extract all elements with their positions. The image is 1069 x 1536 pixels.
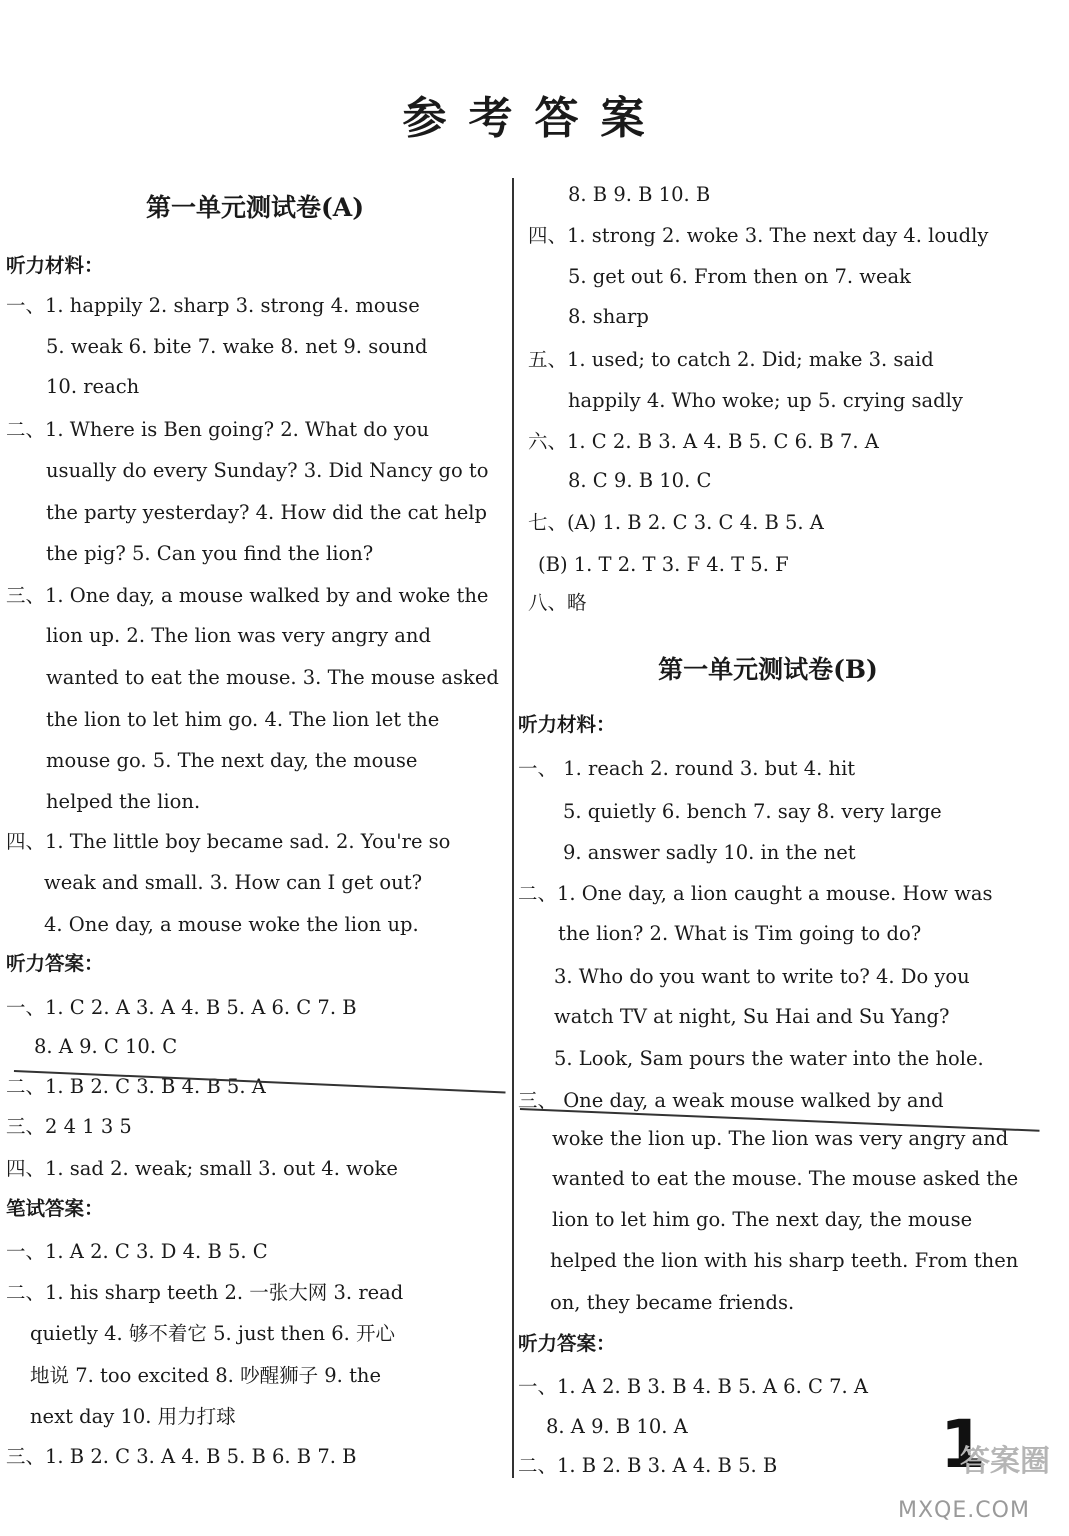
answer-line: 一、1. C 2. A 3. A 4. B 5. A 6. C 7. B: [6, 996, 357, 1019]
page-title: 参考答案: [402, 93, 667, 144]
answer-line: lion up. 2. The lion was very angry and: [46, 624, 431, 647]
answer-line: 二、1. his sharp teeth 2. 一张大网 3. read: [6, 1281, 404, 1304]
answer-line: 10. reach: [46, 375, 140, 398]
answer-line: 听力答案：: [518, 1332, 616, 1355]
answer-line: 听力材料：: [6, 254, 104, 277]
answer-line: 5. Look, Sam pours the water into the hole.: [554, 1047, 984, 1070]
answer-line: 一、1. A 2. B 3. B 4. B 5. A 6. C 7. A: [518, 1375, 868, 1398]
answer-line: 三、2 4 1 3 5: [6, 1115, 132, 1138]
section-heading-b: 第一单元测试卷(B): [658, 655, 878, 684]
answer-line: 四、1. strong 2. woke 3. The next day 4. loudly: [528, 224, 989, 247]
answer-line: helped the lion.: [46, 790, 201, 813]
answer-line: the lion to let him go. 4. The lion let the: [46, 708, 440, 731]
answer-line: wanted to eat the mouse. The mouse asked the: [552, 1167, 1019, 1190]
answer-line: 三、1. B 2. C 3. A 4. B 5. B 6. B 7. B: [6, 1445, 357, 1468]
section-heading-a: 第一单元测试卷(A): [145, 193, 365, 222]
answer-line: 8. C 9. B 10. C: [568, 469, 712, 492]
answer-line: next day 10. 用力打球: [30, 1405, 236, 1428]
answer-line: quietly 4. 够不着它 5. just then 6. 开心: [30, 1322, 396, 1345]
answer-line: lion to let him go. The next day, the mouse: [552, 1208, 973, 1231]
answer-line: usually do every Sunday? 3. Did Nancy go to: [46, 459, 489, 482]
answer-line: 二、1. B 2. C 3. B 4. B 5. A: [6, 1075, 266, 1098]
answer-line: 一、1. A 2. C 3. D 4. B 5. C: [6, 1240, 268, 1263]
answer-line: 一、1. happily 2. sharp 3. strong 4. mouse: [6, 294, 420, 317]
answer-line: the party yesterday? 4. How did the cat help: [46, 501, 488, 524]
answer-line: the pig? 5. Can you find the lion?: [46, 542, 374, 565]
answer-line: helped the lion with his sharp teeth. From then: [550, 1249, 1019, 1272]
answer-line: 五、1. used; to catch 2. Did; make 3. said: [528, 348, 934, 371]
page-number: 1: [940, 1406, 986, 1483]
answer-line: 5. get out 6. From then on 7. weak: [568, 265, 911, 288]
answer-line: 笔试答案：: [6, 1197, 104, 1220]
answer-line: 三、 One day, a weak mouse walked by and: [518, 1089, 944, 1112]
watermark-logo: 答案圈: [960, 1444, 1050, 1479]
answer-line: 四、1. sad 2. weak; small 3. out 4. woke: [6, 1157, 398, 1180]
answer-line: the lion? 2. What is Tim going to do?: [558, 922, 922, 945]
answer-line: 三、1. One day, a mouse walked by and woke the: [6, 584, 489, 607]
answer-line: 5. quietly 6. bench 7. say 8. very large: [563, 800, 942, 823]
answer-line: 二、1. Where is Ben going? 2. What do you: [6, 418, 430, 441]
answer-line: weak and small. 3. How can I get out?: [44, 871, 423, 894]
answer-line: 二、1. B 2. B 3. A 4. B 5. B: [518, 1454, 778, 1477]
answer-line: 8. sharp: [568, 305, 649, 328]
answer-line: 5. weak 6. bite 7. wake 8. net 9. sound: [46, 335, 428, 358]
answer-line: 八、略: [528, 591, 587, 614]
answer-line: happily 4. Who woke; up 5. crying sadly: [568, 389, 963, 412]
answer-line: (B) 1. T 2. T 3. F 4. T 5. F: [538, 553, 789, 576]
watermark-site: MXQE.COM: [898, 1498, 1030, 1523]
answer-line: wanted to eat the mouse. 3. The mouse asked: [46, 666, 499, 689]
answer-line: 8. B 9. B 10. B: [568, 183, 711, 206]
answer-line: 四、1. The little boy became sad. 2. You're so: [6, 830, 451, 853]
answer-line: 一、 1. reach 2. round 3. but 4. hit: [518, 757, 856, 780]
answer-line: 8. A 9. B 10. A: [546, 1415, 688, 1438]
column-divider: [512, 178, 514, 1478]
answer-line: 地说 7. too excited 8. 吵醒狮子 9. the: [30, 1364, 382, 1387]
answer-line: mouse go. 5. The next day, the mouse: [46, 749, 418, 772]
answer-line: watch TV at night, Su Hai and Su Yang?: [554, 1005, 950, 1028]
answer-line: on, they became friends.: [550, 1291, 795, 1314]
answer-line: 9. answer sadly 10. in the net: [563, 841, 856, 864]
answer-line: 七、(A) 1. B 2. C 3. C 4. B 5. A: [528, 511, 824, 534]
answer-line: woke the lion up. The lion was very angry and: [552, 1127, 1009, 1150]
answer-line: 8. A 9. C 10. C: [34, 1035, 178, 1058]
answer-line: 二、1. One day, a lion caught a mouse. How was: [518, 882, 993, 905]
answer-line: 听力材料：: [518, 713, 616, 736]
answer-line: 4. One day, a mouse woke the lion up.: [44, 913, 419, 936]
answer-line: 3. Who do you want to write to? 4. Do you: [554, 965, 970, 988]
answer-line: 六、1. C 2. B 3. A 4. B 5. C 6. B 7. A: [528, 430, 879, 453]
answer-line: 听力答案：: [6, 952, 104, 975]
